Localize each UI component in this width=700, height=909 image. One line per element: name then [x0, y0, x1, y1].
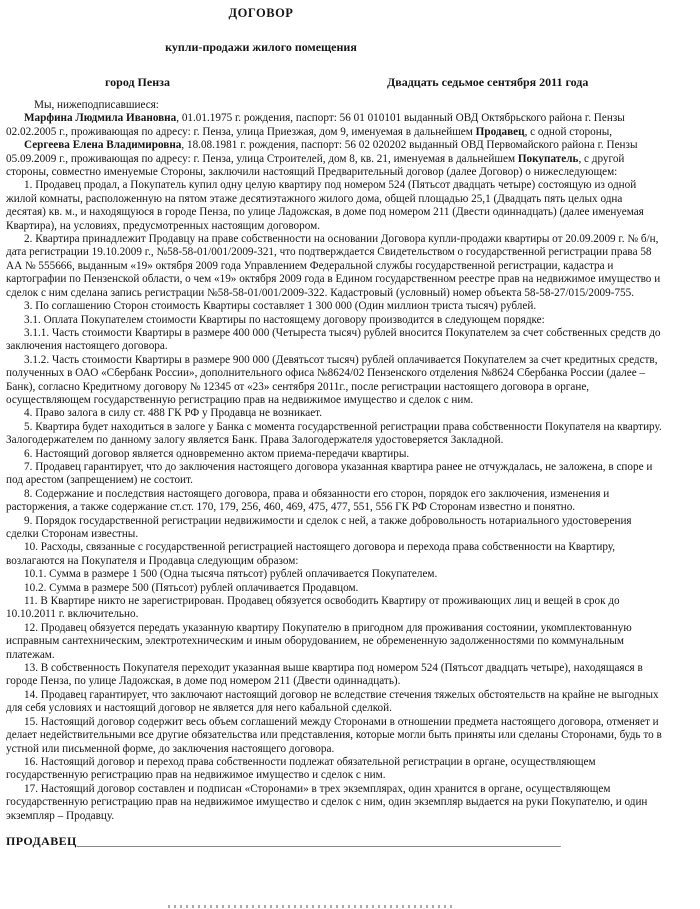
clause-1: 1. Продавец продал, а Покупатель купил одну целую квартиру под номером 524 (Пятьсот двадцать четыре) состоящую из одной жилой комнаты, расположенную на пятом этаже десятиэтажного жилого дома, общей площадью 25,1 (Двадцать пять целых одна десятая) кв. м., и находящуюся в городе Пенза, по улице Ладожская, в доме под номером 211 (Двести одиннадцать) (далее именуемая Квартира), на условиях, предусмотренных настоящим договором.: [6, 179, 644, 232]
signature-block: [6, 834, 700, 849]
signature-label: ПРОДАВЕЦ: [6, 833, 77, 848]
document-title: ДОГОВОР: [228, 6, 294, 20]
clause-7: 7. Продавец гарантирует, что до заключения настоящего договора указанная квартира ранее не отчуждалась, не заложена, в споре и под арестом (запрещением) не состоит.: [6, 460, 653, 487]
clause-2: 2. Квартира принадлежит Продавцу на праве собственности на основании Договора купли-продажи квартиры от 20.09.2009 г. № б/н, дата регистрации 19.10.2009 г., №58-58-01/001/2009-321, что подтверждается Свидетельством о государственной регистрации права 58 АА № 555666, выданным «19» октября 2009 года Управлением Федеральной службы государственной регистрации, кадастра и картографии по Пензенской области, о чем «19» октября 2009 года в Едином государственном реестре прав на недвижимое имущество и сделок с ним сделана запись регистрации №58-58-01/001/2009-322. Кадастровый (условный) номер объекта 58-58-27/015/2009-755.: [6, 233, 661, 299]
clause-17: 17. Настоящий договор составлен и подписан «Сторонами» в трех экземплярах, один хранится в органе, осуществляющем государственную регистрацию прав на недвижимое имущество и сделок с ним, один экземпляр выдается на руки Покупателю, и один экземпляр – Продавцу.: [6, 782, 648, 822]
clause-3-1: 3.1. Оплата Покупателем стоимости Квартиры по настоящему договору производится в следующем порядке:: [24, 313, 545, 326]
clause-3: 3. По соглашению Сторон стоимость Квартиры составляет 1 300 000 (Один миллион триста тысяч) рублей.: [24, 300, 537, 313]
document-body: [6, 99, 662, 823]
clause-5: 5. Квартира будет находиться в залоге у Банка с момента государственной регистрации права собственности Покупателя на квартиру. Залогодержателем по данному залогу является Банк. Права Залогодержателя удостоверяется Закладной.: [6, 420, 662, 447]
clause-10-2: 10.2. Сумма в размере 500 (Пятьсот) рублей оплачивается Продавцом.: [24, 581, 359, 594]
intro-line: Мы, нижеподписавшиеся:: [34, 99, 159, 111]
clause-13: 13. В собственность Покупателя переходит указанная выше квартира под номером 524 (Пятьсот двадцать четыре), находящаяся в городе Пенза, по улице Ладожская, в доме под номером 211 (Двести одиннадцать).: [6, 662, 643, 688]
clause-4: 4. Право залога в силу ст. 488 ГК РФ у Продавца не возникает.: [24, 407, 323, 420]
clause-6: 6. Настоящий договор является одновременно актом приема-передачи квартиры.: [24, 447, 410, 460]
clause-9: 9. Порядок государственной регистрации недвижимости и сделок с ней, а также добровольность нотариального удостоверения сделки Сторонам известны.: [6, 514, 632, 540]
clause-11: 11. В Квартире никто не зарегистрирован. Продавец обязуется освободить Квартиру от проживающих лиц и вещей в срок до 10.10.2011 г. включительно.: [6, 595, 620, 621]
clause-15: 15. Настоящий договор содержит весь объем соглашений между Сторонами в отношении предмета настоящего договора, отменяет и делает недействительными все другие обязательства или представления, которые могли быть приняты или сделаны Сторонами, будь то в устной или письменной форме, до заключения настоящего договора.: [6, 715, 662, 755]
clause-3-1-2: 3.1.2. Часть стоимости Квартиры в размере 900 000 (Девятьсот тысяч) рублей оплачивается Покупателем за счет кредитных средств, полученных в ОАО «Сбербанк России», дополнительного офиса №8624/02 Пензенского отделения №8624 Сбербанка России (далее – Банк), согласно Кредитному договору № 12345 от «23» сентября 2011г., после регистрации настоящего договора в органе, осуществляющем государственную регистрацию прав на недвижимое имущество и сделок с ним.: [6, 353, 658, 406]
place-date-line: [6, 75, 700, 89]
clause-10-1: 10.1. Сумма в размере 1 500 (Одна тысяча пятьсот) рублей оплачивается Покупателем.: [24, 568, 438, 581]
clause-14: 14. Продавец гарантирует, что заключают настоящий договор не вследствие стечения тяжелых обстоятельств на крайне не выгодных для себя условиях и настоящий договор не является для него кабальной сделкой.: [6, 688, 659, 715]
document-place: город Пенза: [105, 75, 170, 89]
signature-line: ________________________________________________________________________________________: [76, 835, 561, 848]
clause-16: 16. Настоящий договор и переход права собственности подлежат обязательной регистрации в органе, осуществляющем государственную регистрацию прав на недвижимое имущество и сделок с ним.: [6, 755, 596, 782]
clause-10: 10. Расходы, связанные с государственной регистрацией настоящего договора и перехода права собственности на Квартиру, возлагаются на Покупателя и Продавца следующим образом:: [6, 541, 616, 567]
clause-8: 8. Содержание и последствия настоящего договора, права и обязанности его сторон, порядок его заключения, изменения и расторжения, а также содержание ст.ст. 170, 179, 256, 460, 469, 475, 477, 551, 556 ГК РФ Сторонам известно и понятно.: [6, 487, 610, 514]
clause-12: 12. Продавец обязуется передать указанную квартиру Покупателю в пригодном для проживания состоянии, укомплектованную исправным сантехническим, электротехническим и иным оборудованием, не обремененную задолженностями по коммунальным платежам.: [6, 621, 632, 661]
party-buyer-paragraph: Сергеева Елена Владимировна, 18.08.1981 г. рождения, паспорт: 56 02 020202 выданный ОВД Первомайского района г. Пензы 05.09.2009 г., проживающая по адресу: г. Пенза, улица Строителей, дом 8, кв. 21, именуемая в дальнейшем Покупатель, с другой стороны, совместно именуемые Стороны, заключили настоящий Предварительный договор (далее Договор) о нижеследующем:: [6, 139, 638, 179]
cutoff-next-line: [168, 905, 453, 908]
clause-3-1-1: 3.1.1. Часть стоимости Квартиры в размере 400 000 (Четыреста тысяч) рублей вносится Покупателем за счет собственных средств до заключения настоящего договора.: [6, 326, 661, 353]
document-date: Двадцать седьмое сентября 2011 года: [387, 75, 589, 89]
party-seller-paragraph: Марфина Людмила Ивановна, 01.01.1975 г. рождения, паспорт: 56 01 010101 выданный ОВД Октябрьского района г. Пензы 02.02.2005 г., проживающая по адресу: г. Пенза, улица Приезжая, дом 9, именуемая в дальнейшем Продавец, с одной стороны,: [6, 112, 625, 138]
document-subtitle: купли-продажи жилого помещения: [165, 40, 357, 54]
